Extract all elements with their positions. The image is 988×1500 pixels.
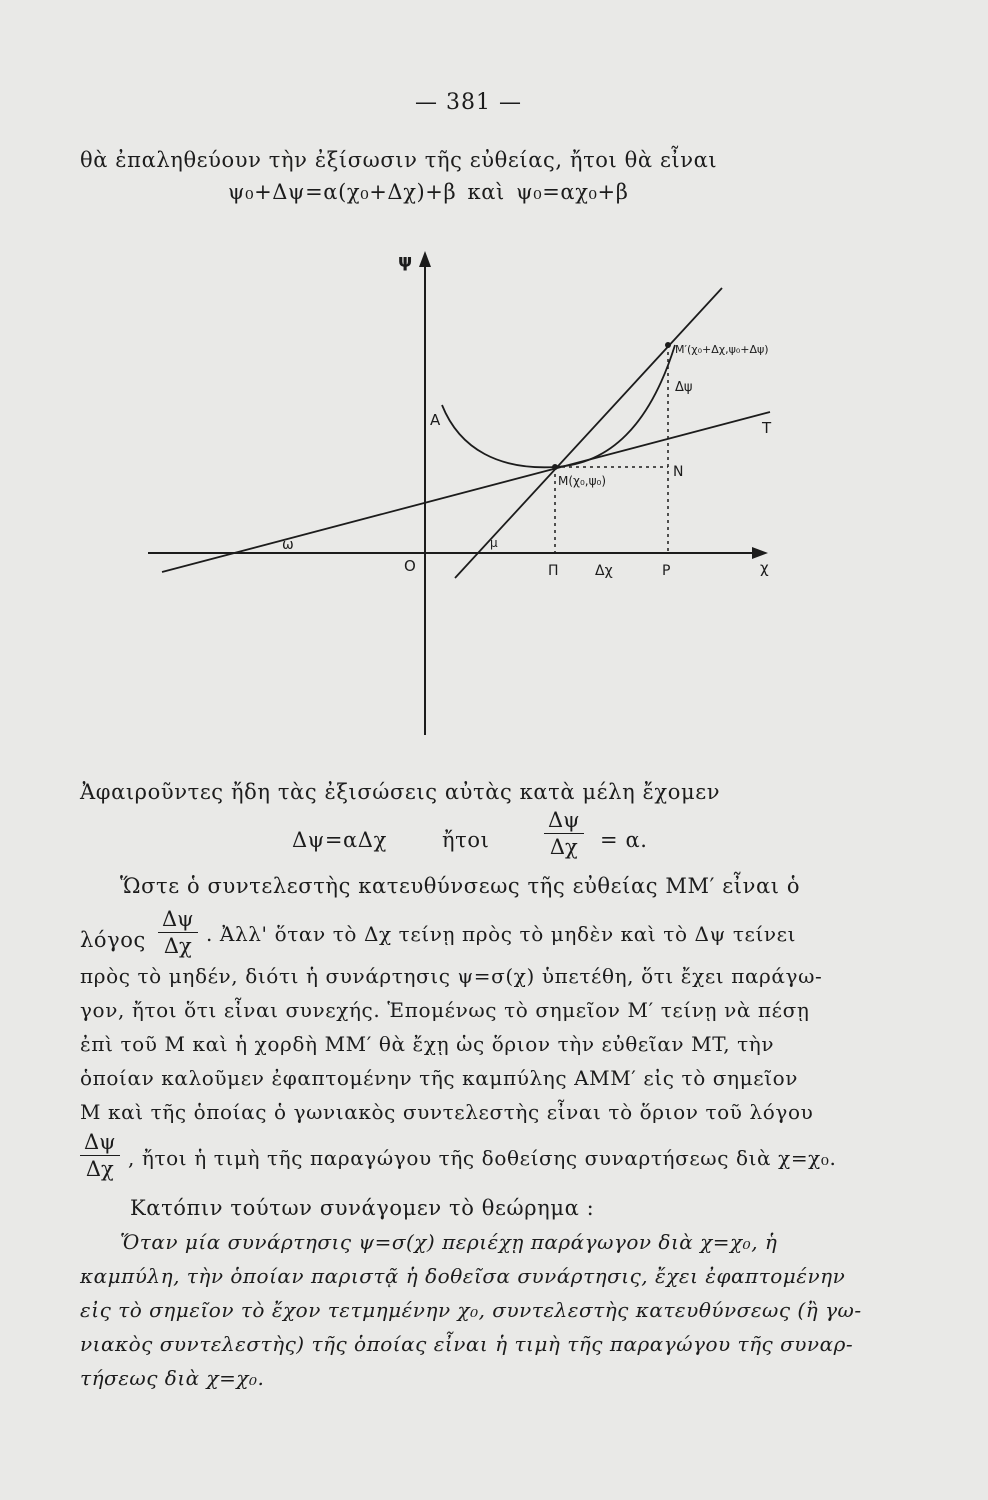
body-line-5: γον, ἤτοι ὅτι εἶναι συνεχής. Ἑπομένως τὸ σημεῖον M′ τείνῃ νὰ πέσῃ bbox=[80, 998, 810, 1022]
point-M bbox=[552, 464, 558, 470]
eq-itoi: ἤτοι bbox=[442, 828, 490, 852]
tangent-line-MT bbox=[162, 412, 770, 572]
body-line-3: . Ἀλλ' ὅταν τὸ Δχ τείνῃ πρὸς τὸ μηδὲν καὶ τὸ Δψ τείνει bbox=[206, 922, 797, 946]
fraction-dpsi-dx-2 bbox=[158, 907, 198, 958]
point-Mprime bbox=[665, 342, 671, 348]
body-line-8: M καὶ τῆς ὁποίας ὁ γωνιακὸς συντελεστὴς εἶναι τὸ ὅριον τοῦ λόγου bbox=[80, 1100, 814, 1124]
curve-AMMprime bbox=[442, 345, 675, 467]
fraction-dpsi-dx-3 bbox=[80, 1130, 120, 1181]
body-line-7: ὁποίαν καλοῦμεν ἐφαπτομένην τῆς καμπύλης AMM′ εἰς τὸ σημεῖον bbox=[80, 1066, 799, 1090]
fraction-dpsi-dx-1 bbox=[544, 808, 584, 859]
tangent-figure bbox=[140, 245, 820, 745]
y-axis-arrow-icon bbox=[419, 251, 431, 267]
theorem-line-2: καμπύλη, τὴν ὁποίαν παριστᾷ ἡ δοθεῖσα συνάρτησις, ἔχει ἐφαπτομένην bbox=[80, 1264, 846, 1288]
body-line-2: Ὥστε ὁ συντελεστὴς κατευθύνσεως τῆς εὐθείας MM′ εἶναι ὁ bbox=[120, 874, 801, 898]
label-M: M(χ₀,ψ₀) bbox=[558, 474, 606, 488]
label-omega: ω bbox=[282, 537, 294, 553]
body-line-10: Κατόπιν τούτων συνάγομεν τὸ θεώρημα : bbox=[130, 1196, 595, 1220]
label-dx: Δχ bbox=[595, 563, 613, 579]
label-P: Π bbox=[548, 563, 559, 579]
label-O: O bbox=[404, 557, 416, 575]
eq-right: = α. bbox=[600, 828, 648, 852]
secant-line-MMprime bbox=[455, 288, 722, 578]
label-mu: μ bbox=[490, 536, 498, 550]
label-A: A bbox=[430, 411, 441, 429]
label-N: N bbox=[673, 464, 684, 480]
fraction-numerator: Δψ bbox=[158, 907, 198, 933]
x-axis-arrow-icon bbox=[752, 547, 768, 559]
body-line-9: , ἤτοι ἡ τιμὴ τῆς παραγώγου τῆς δοθείσης συναρτήσεως διὰ χ=χ₀. bbox=[128, 1146, 837, 1170]
body-line-1: Ἀφαιροῦντες ἤδη τὰς ἐξισώσεις αὐτὰς κατὰ μέλη ἔχομεν bbox=[80, 780, 721, 804]
body-line-4: πρὸς τὸ μηδέν, διότι ἡ συνάρτησις ψ=σ(χ) ὑπετέθη, ὅτι ἔχει παράγω- bbox=[80, 964, 823, 988]
theorem-line-5: τήσεως διὰ χ=χ₀. bbox=[80, 1366, 265, 1390]
theorem-line-1: Ὅταν μία συνάρτησις ψ=σ(χ) περιέχῃ παράγωγον διὰ χ=χ₀, ἡ bbox=[120, 1230, 778, 1254]
fraction-numerator: Δψ bbox=[544, 808, 584, 834]
logos-word: λόγος bbox=[80, 928, 146, 952]
label-psi: ψ bbox=[398, 251, 413, 272]
fraction-denominator: Δχ bbox=[163, 934, 192, 958]
top-line: θὰ ἐπαληθεύουν τὴν ἐξίσωσιν τῆς εὐθείας, ἤτοι θὰ εἶναι bbox=[80, 148, 718, 172]
page-number: — 381 — bbox=[415, 90, 522, 115]
eq-left: Δψ=αΔχ bbox=[292, 828, 387, 852]
fraction-denominator: Δχ bbox=[549, 835, 578, 859]
label-dy: Δψ bbox=[675, 380, 693, 395]
theorem-line-3: εἰς τὸ σημεῖον τὸ ἔχον τετμημένην χ₀, συντελεστὴς κατευθύνσεως (ἢ γω- bbox=[80, 1298, 862, 1322]
theorem-line-4: νιακὸς συντελεστὴς) τῆς ὁποίας εἶναι ἡ τιμὴ τῆς παραγώγου τῆς συναρ- bbox=[80, 1332, 854, 1356]
fraction-numerator: Δψ bbox=[80, 1130, 120, 1156]
label-x: χ bbox=[760, 559, 769, 577]
body-line-6: ἐπὶ τοῦ M καὶ ἡ χορδὴ MM′ θὰ ἔχῃ ὡς ὅριον τὴν εὐθεῖαν MT, τὴν bbox=[80, 1032, 775, 1056]
top-equation: ψ₀+Δψ=α(χ₀+Δχ)+β καὶ ψ₀=αχ₀+β bbox=[228, 180, 629, 204]
label-Mprime: M′(χ₀+Δχ,ψ₀+Δψ) bbox=[675, 343, 769, 356]
label-R: Ρ bbox=[662, 563, 671, 579]
fraction-denominator: Δχ bbox=[85, 1157, 114, 1181]
label-T: T bbox=[762, 419, 772, 437]
